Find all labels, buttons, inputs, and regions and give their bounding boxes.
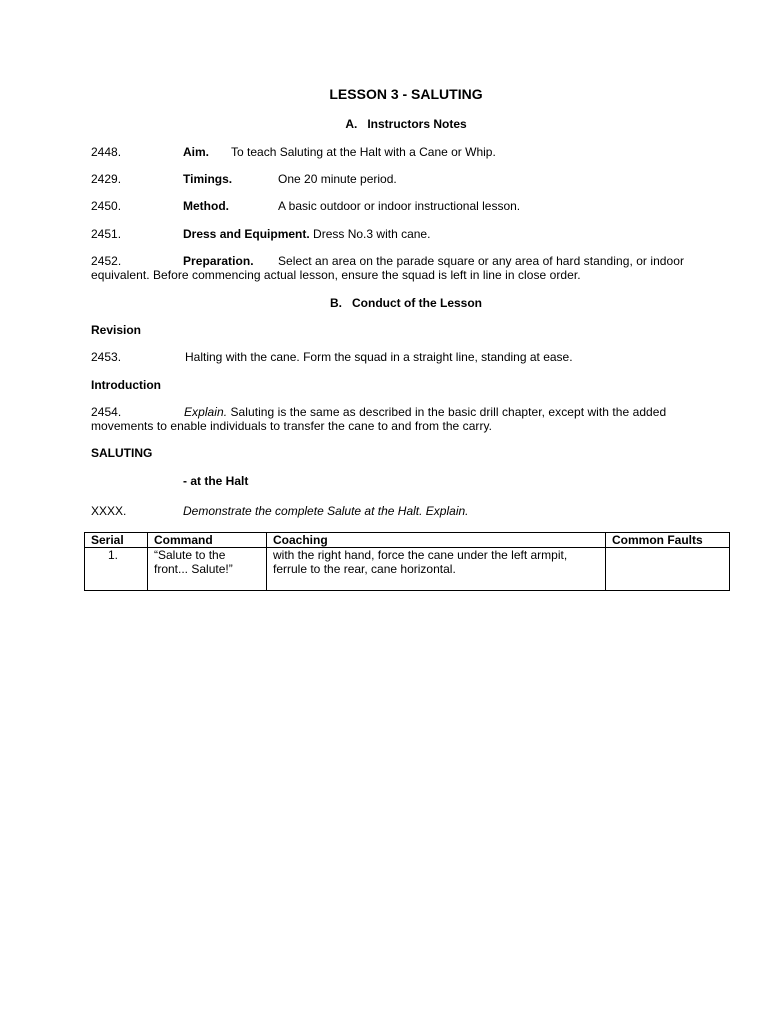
table-header-row — [85, 533, 730, 548]
paragraph-text: One 20 minute period. — [278, 172, 397, 186]
paragraph-text: Dress No.3 with cane. — [313, 227, 431, 241]
paragraph-text: Saluting is the same as described in the basic drill chapter, except with the added movements to enable individuals to transfer the cane to and from the carry. — [91, 405, 667, 433]
saluting-subheading: - at the Halt — [183, 474, 249, 488]
cell-command: “Salute to the front... Salute!” — [148, 548, 267, 591]
paragraph-number: XXXX. — [91, 504, 127, 518]
paragraph-text: A basic outdoor or indoor instructional lesson. — [278, 199, 521, 213]
paragraph-text: Halting with the cane. Form the squad in a straight line, standing at ease. — [185, 350, 573, 364]
paragraph-text: Demonstrate the complete Salute at the Halt. Explain. — [183, 504, 469, 518]
paragraph-lead: Explain. — [184, 405, 228, 419]
paragraph-label: Preparation. — [183, 254, 254, 268]
paragraph-number: 2451. — [91, 227, 122, 241]
introduction-heading: Introduction — [91, 378, 161, 392]
paragraph-number: 2452. — [91, 254, 122, 268]
saluting-heading: SALUTING — [91, 446, 153, 460]
cell-serial: 1. — [85, 548, 148, 591]
cell-common-faults — [606, 548, 730, 591]
column-header-common-faults: Common Faults — [606, 533, 730, 548]
paragraph-number: 2429. — [91, 172, 122, 186]
paragraph-label: Dress and Equipment. — [183, 227, 310, 241]
paragraph-number: 2454. — [91, 405, 122, 419]
paragraph-number: 2448. — [91, 145, 122, 159]
paragraph-preparation — [91, 254, 713, 282]
section-letter: B. — [330, 296, 342, 310]
section-label: Conduct of the Lesson — [352, 296, 482, 310]
section-heading-instructors-notes — [0, 117, 768, 131]
paragraph-label: Method. — [183, 199, 229, 213]
cell-coaching: with the right hand, force the cane under the left armpit, ferrule to the rear, cane horizontal. — [267, 548, 606, 591]
paragraph-text: To teach Saluting at the Halt with a Cane or Whip. — [231, 145, 496, 159]
column-header-command: Command — [148, 533, 267, 548]
paragraph-label: Aim. — [183, 145, 210, 159]
paragraph-label: Timings. — [183, 172, 233, 186]
section-letter: A. — [345, 117, 358, 131]
column-header-serial: Serial — [85, 533, 148, 548]
section-label: Instructors Notes — [367, 117, 467, 131]
paragraph-number: 2450. — [91, 199, 122, 213]
coaching-table — [84, 532, 730, 591]
column-header-coaching: Coaching — [267, 533, 606, 548]
paragraph-text: Select an area on the parade square or any area of hard standing, or indoor equivalent. Before commencing actual lesson, ensure the squad is left in line in close order. — [91, 254, 685, 282]
paragraph-number: 2453. — [91, 350, 122, 364]
section-heading-conduct — [0, 296, 768, 310]
page-title: LESSON 3 - SALUTING — [329, 86, 483, 102]
table-row — [85, 548, 730, 591]
revision-heading: Revision — [91, 323, 142, 337]
paragraph-introduction — [91, 405, 713, 433]
